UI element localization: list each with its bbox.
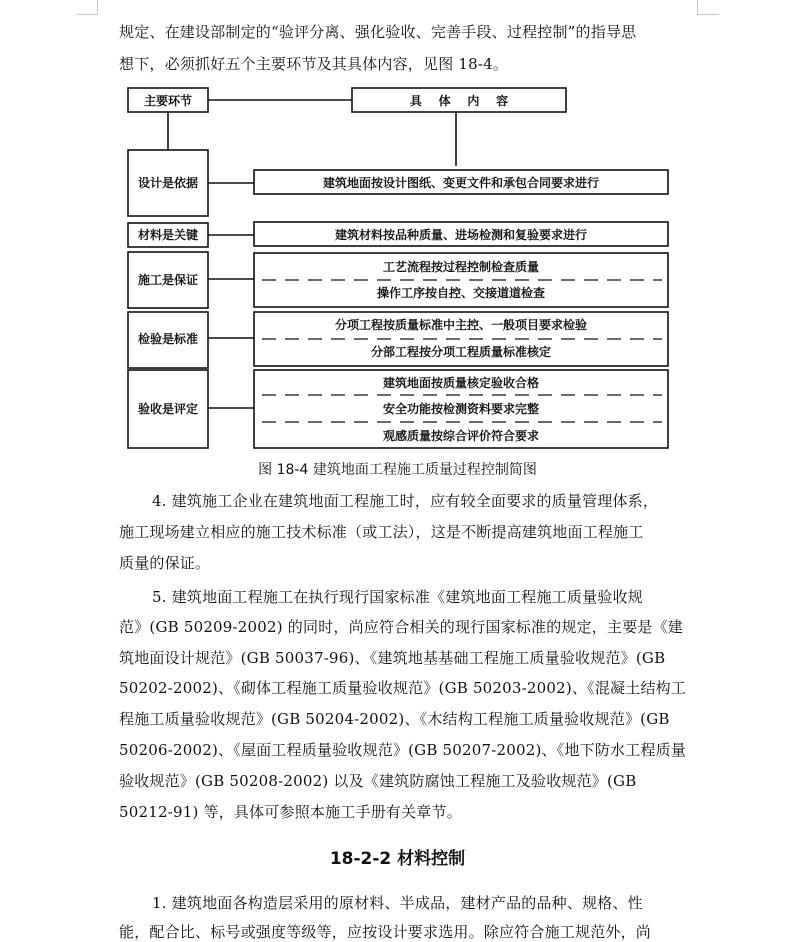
row-3-item-2: 操作工序按自控、交接道道检查: [376, 286, 546, 300]
row-5-item-2: 安全功能按检测资料要求完整: [382, 402, 540, 416]
row-5-label: 验收是评定: [137, 402, 199, 416]
row-1-item-1: 建筑地面按设计图纸、变更文件和承包合同要求进行: [322, 176, 600, 190]
crop-mark-right: [697, 0, 698, 14]
row-4-item-2: 分部工程按分项工程质量标准核定: [370, 345, 552, 359]
figure-caption: 图 18-4 建筑地面工程施工质量过程控制简图: [258, 462, 537, 478]
para5-line-4: 50202-2002)、《砌体工程施工质量验收规范》(GB 50203-2002)、《混凝土结构工: [119, 679, 687, 697]
para4-line-2: 施工现场建立相应的施工技术标准（或工法），这是不断提高建筑地面工程施工: [119, 523, 644, 541]
row-5-item-3: 观感质量按综合评价符合要求: [382, 429, 540, 443]
section-heading: 18-2-2 材料控制: [329, 849, 466, 869]
row-4-label: 检验是标准: [137, 332, 199, 346]
para4-line-1: 4. 建筑施工企业在建筑地面工程施工时，应有较全面要求的质量管理体系，: [152, 492, 659, 510]
row-1-label: 设计是依据: [137, 176, 199, 190]
intro-line-2: 想下，必须抓好五个主要环节及其具体内容，见图 18-4。: [119, 55, 509, 73]
para5-line-1: 5. 建筑地面工程施工在执行现行国家标准《建筑地面工程施工质量验收规: [152, 588, 643, 606]
para5-line-5: 程施工质量验收规范》(GB 50204-2002)、《木结构工程施工质量验收规范》(GB: [119, 710, 670, 728]
section-para1-line-2: 能，配合比、标号或强度等级等，应按设计要求选用。除应符合施工规范外，尚: [119, 923, 652, 941]
process-control-diagram: [126, 86, 670, 450]
section-para1-line-1: 1. 建筑地面各构造层采用的原材料、半成品，建材产品的品种、规格、性: [152, 894, 643, 912]
header-main-links: 主要环节: [143, 94, 193, 108]
row-2-item-1: 建筑材料按品种质量、进场检测和复验要求进行: [334, 228, 588, 242]
intro-line-1: 规定、在建设部制定的“验评分离、强化验收、完善手段、过程控制”的指导思: [119, 23, 637, 41]
row-5-item-1: 建筑地面按质量核定验收合格: [382, 376, 540, 390]
para4-line-3: 质量的保证。: [119, 554, 211, 572]
row-3-item-1: 工艺流程按过程控制检查质量: [382, 260, 540, 274]
para5-line-2: 范》(GB 50209-2002) 的同时，尚应符合相关的现行国家标准的规定，主要是《建: [119, 618, 684, 636]
row-2-label: 材料是关键: [137, 228, 199, 242]
row-4-item-1: 分项工程按质量标准中主控、一般项目要求检验: [334, 318, 588, 332]
para5-line-7: 验收规范》(GB 50208-2002) 以及《建筑防腐蚀工程施工及验收规范》(GB: [119, 772, 637, 790]
para5-line-3: 筑地面设计规范》(GB 50037-96)、《建筑地基基础工程施工质量验收规范》(GB: [119, 649, 666, 667]
crop-mark-right-horizontal: [697, 14, 719, 15]
para5-line-8: 50212-91) 等，具体可参照本施工手册有关章节。: [119, 803, 462, 821]
header-specific-content: 具 体 内 容: [409, 94, 509, 108]
row-3-label: 施工是保证: [137, 273, 199, 287]
para5-line-6: 50206-2002)、《屋面工程质量验收规范》(GB 50207-2002)、《地下防水工程质量: [119, 741, 687, 759]
crop-mark-left-horizontal: [76, 14, 98, 15]
crop-mark-left: [97, 0, 98, 14]
